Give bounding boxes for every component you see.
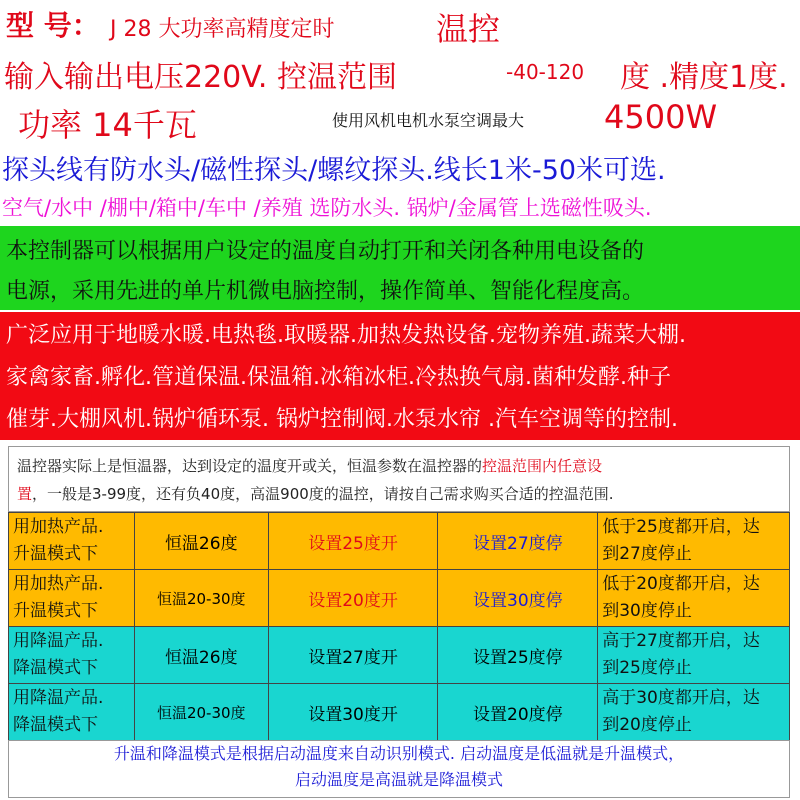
desc-line-2: 到25度停止 (602, 658, 692, 678)
constant-cell: 恒温20-30度 (134, 684, 268, 741)
desc-cell (598, 513, 790, 570)
on-cell: 设置20度开 (268, 570, 438, 627)
model-label: 型 号： (6, 9, 100, 42)
precision-text: 度 .精度1度. (620, 60, 788, 95)
mode-line-2: 升温模式下 (13, 544, 98, 564)
on-cell: 设置25度开 (268, 513, 438, 570)
note-line-1-text: 温控器实际上是恒温器，达到设定的温度开或关，恒温参数在温控器的 (17, 457, 483, 475)
desc-line-2: 到30度停止 (602, 601, 692, 621)
applications-band (0, 312, 800, 440)
power-note: 使用风机电机水泵空调最大 (332, 111, 525, 130)
usage-line: 空气/水中 /棚中/箱中/车中 /养殖 选防水头. 锅炉/金属管上选磁性吸头. (2, 196, 652, 220)
applications-line-1: 广泛应用于地暖水暖.电热毯.取暖器.加热发热设备.宠物养殖.蔬菜大棚. (6, 323, 686, 348)
mode-line-1: 用降温产品. (13, 631, 104, 651)
off-cell: 设置20度停 (438, 684, 598, 741)
temp-control-title: 温控 (436, 10, 501, 48)
footer-note (8, 740, 790, 798)
intro-line-2: 电源，采用先进的单片机微电脑控制，操作简单、智能化程度高。 (6, 279, 645, 304)
desc-line-2: 到27度停止 (602, 544, 692, 564)
power-label: 功率 14千瓦 (18, 106, 197, 144)
note-box (8, 446, 790, 512)
footer-line-1: 升温和降温模式是根据启动温度来自动识别模式. 启动温度是低温就是升温模式， (113, 744, 685, 763)
mode-cell (9, 513, 135, 570)
footer-line-2: 启动温度是高温就是降温模式 (294, 770, 503, 789)
mode-line-2: 升温模式下 (13, 601, 98, 621)
mode-table (8, 512, 790, 741)
desc-line-1: 低于25度都开启，达 (602, 517, 760, 537)
desc-cell (598, 627, 790, 684)
table-row (9, 513, 790, 570)
mode-line-2: 降温模式下 (13, 715, 98, 735)
intro-band (0, 226, 800, 310)
range-value: -40-120 (506, 60, 585, 84)
off-cell: 设置25度停 (438, 627, 598, 684)
table-row (9, 684, 790, 741)
note-highlight-2: 置 (17, 485, 33, 503)
voltage-range-text (4, 52, 397, 96)
desc-cell (598, 570, 790, 627)
note-line-1 (17, 455, 602, 476)
on-cell: 设置27度开 (268, 627, 438, 684)
mode-line-1: 用加热产品. (13, 574, 104, 594)
model-value: J 28 大功率高精度定时 (110, 17, 335, 42)
desc-line-2: 到20度停止 (602, 715, 692, 735)
on-cell: 设置30度开 (268, 684, 438, 741)
off-cell: 设置27度停 (438, 513, 598, 570)
note-line-2-text: ，一般是3-99度，还有负40度，高温900度的温控，请按自己需求购买合适的控温范围. (32, 485, 614, 503)
constant-cell: 恒温20-30度 (134, 570, 268, 627)
desc-line-1: 高于30度都开启，达 (602, 688, 760, 708)
power-max: 4500W (604, 98, 718, 136)
desc-line-1: 高于27度都开启，达 (602, 631, 760, 651)
mode-line-1: 用降温产品. (13, 688, 104, 708)
constant-cell: 恒温26度 (134, 513, 268, 570)
mode-cell (9, 570, 135, 627)
applications-line-2: 家禽家畜.孵化.管道保温.保温箱.冰箱冰柜.冷热换气扇.菌种发酵.种子 (6, 365, 671, 390)
table-row (9, 627, 790, 684)
table-row (9, 570, 790, 627)
desc-line-1: 低于20度都开启，达 (602, 574, 760, 594)
off-cell: 设置30度停 (438, 570, 598, 627)
intro-line-1: 本控制器可以根据用户设定的温度自动打开和关闭各种用电设备的 (6, 239, 645, 264)
mode-cell (9, 684, 135, 741)
note-highlight-1: 控温范围内任意设 (482, 457, 603, 475)
mode-line-1: 用加热产品. (13, 517, 104, 537)
mode-line-2: 降温模式下 (13, 658, 98, 678)
note-line-2 (17, 483, 614, 504)
applications-line-3: 催芽.大棚风机.锅炉循环泵. 锅炉控制阀.水泵水帘 .汽车空调等的控制. (6, 407, 678, 432)
mode-cell (9, 627, 135, 684)
constant-cell: 恒温26度 (134, 627, 268, 684)
probe-line: 探头线有防水头/磁性探头/螺纹探头.线长1米-50米可选. (2, 155, 666, 186)
voltage-label: 输入输出电压220V. 控温范围 (4, 60, 397, 95)
desc-cell (598, 684, 790, 741)
